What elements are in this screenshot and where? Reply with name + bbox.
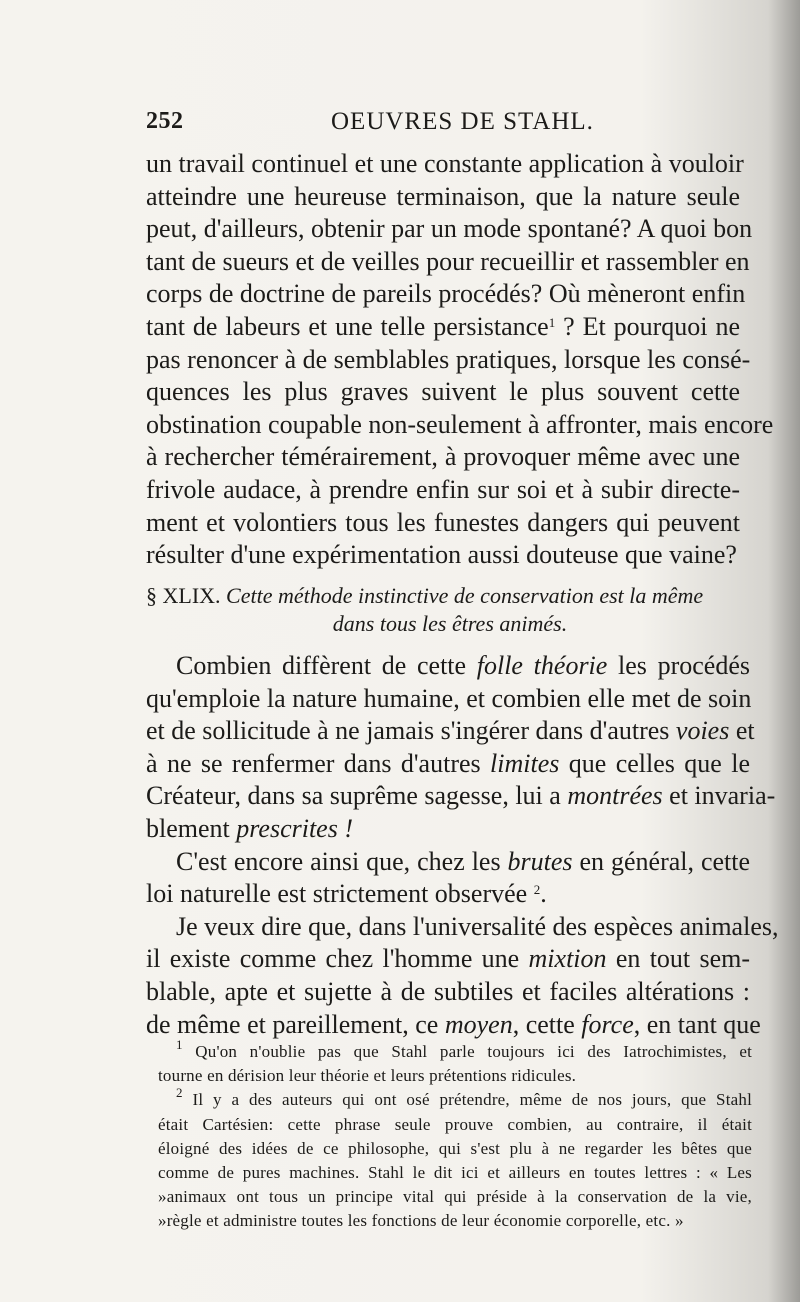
text-line: Je veux dire que, dans l'universalité des espèces animales,: [176, 911, 779, 941]
text-line: quences les plus graves suivent le plus souvent cette: [146, 377, 740, 407]
emphasis: brutes: [507, 846, 573, 876]
paragraph-1: [146, 148, 774, 572]
text-line: à rechercher témérairement, à provoquer même avec une: [146, 442, 740, 472]
emphasis: prescrites !: [236, 813, 353, 843]
text-line: frivole audace, à prendre enfin sur soi et à subir directe-: [146, 474, 740, 504]
text-line: [146, 748, 750, 781]
text-line: résulter d'une expérimentation aussi douteuse que vaine?: [146, 540, 737, 570]
text-line: atteindre une heureuse terminaison, que la nature seule: [146, 181, 740, 211]
footnote-ref: 2: [533, 882, 541, 898]
footnote-2: [158, 1085, 752, 1233]
text-segment: Il y a des auteurs qui ont osé prétendre, même de nos jours, que Stahl: [192, 1090, 752, 1110]
page-header: [146, 108, 746, 148]
emphasis: moyen: [444, 1009, 513, 1039]
emphasis: limites: [490, 748, 560, 778]
emphasis: montrées: [567, 781, 663, 811]
emphasis: folle théorie: [476, 651, 608, 680]
section-heading-line: [146, 582, 746, 610]
footnote-line: [158, 1085, 752, 1112]
text-line: [146, 311, 740, 344]
text-line: un travail continuel et une constante application à vouloir: [146, 149, 744, 178]
footnote-line: »animaux ont tous un principe vital qui préside à la conservation de la vie,: [158, 1187, 752, 1207]
text-segment: blement: [146, 813, 237, 843]
section-heading: [146, 582, 746, 638]
emphasis: force: [581, 1009, 634, 1039]
text-line: [146, 650, 750, 683]
text-segment: Qu'on n'oublie pas que Stahl parle toujours ici des Iatrochimistes, et: [195, 1042, 752, 1061]
emphasis: mixtion: [528, 944, 607, 974]
text-segment: C'est encore ainsi que, chez les: [176, 846, 508, 876]
footnote-line: tourne en dérision leur théorie et leurs prétentions ridicules.: [158, 1066, 577, 1086]
text-line: corps de doctrine de pareils procédés? Où mèneront enfin: [146, 279, 746, 309]
text-segment: et invaria-: [662, 781, 776, 811]
text-segment: , cette: [512, 1009, 582, 1039]
text-segment: ? Et pourquoi ne: [563, 311, 740, 341]
text-segment: Créateur, dans sa suprême sagesse, lui a: [146, 781, 568, 811]
text-segment: , en tant que: [633, 1009, 761, 1039]
text-segment: que celles que le: [559, 748, 750, 778]
footnote-line: [158, 1037, 752, 1064]
footnote-line: était Cartésien: cette phrase seule prouve combien, au contraire, il était: [158, 1114, 752, 1134]
text-line: peut, d'ailleurs, obtenir par un mode spontané? A quoi bon: [146, 214, 753, 244]
footnote-ref: 1: [548, 314, 556, 330]
text-line: [146, 813, 750, 846]
text-segment: de même et pareillement, ce: [146, 1009, 445, 1039]
footnote-mark: 2: [176, 1085, 183, 1101]
body-text: [146, 650, 779, 1041]
section-title: Cette méthode instinctive de conservation est la même: [226, 583, 704, 608]
text-line: obstination coupable non-seulement à affronter, mais encore: [146, 409, 774, 439]
footnote-mark: 1: [176, 1037, 183, 1052]
text-segment: et: [729, 716, 755, 746]
text-line: [146, 715, 755, 748]
text-line: [146, 878, 750, 911]
section-title-line-2: dans tous les êtres animés.: [332, 611, 568, 636]
text-segment: les procédés: [607, 651, 751, 680]
text-line: tant de sueurs et de veilles pour recueillir et rassembler en: [146, 246, 750, 276]
footnotes: [158, 1037, 752, 1234]
text-line: blable, apte et sujette à de subtiles et faciles altérations :: [146, 976, 750, 1006]
footnote-line: »règle et administre toutes les fonctions de leur économie corporelle, etc. »: [158, 1211, 684, 1231]
text-line: [146, 846, 750, 879]
footnote-1: [158, 1037, 752, 1088]
text-line: pas renoncer à de semblables pratiques, lorsque les consé-: [146, 344, 751, 374]
text-line: [146, 1009, 761, 1042]
text-segment: en général, cette: [572, 846, 751, 876]
section-number: § XLIX.: [146, 583, 221, 608]
text-line: ment et volontiers tous les funestes dangers qui peuvent: [146, 507, 740, 537]
text-segment: il existe comme chez l'homme une: [146, 944, 529, 974]
running-head: OEUVRES DE STAHL.: [331, 108, 594, 135]
text-segment: .: [540, 879, 547, 909]
text-segment: loi naturelle est strictement observée: [146, 879, 534, 909]
page-number: 252: [146, 108, 184, 134]
text-line: [146, 780, 776, 813]
emphasis: voies: [675, 716, 730, 746]
text-segment: à ne se renfermer dans d'autres: [146, 748, 491, 778]
text-segment: tant de labeurs et une telle persistance: [146, 311, 549, 341]
text-segment: et de sollicitude à ne jamais s'ingérer dans d'autres: [146, 716, 676, 746]
footnote-line: comme de pures machines. Stahl le dit ici et ailleurs en toutes lettres : « Les: [158, 1163, 752, 1183]
footnote-line: éloigné des idées de ce philosophe, qui s'est plu à ne regarder les bêtes que: [158, 1138, 752, 1158]
text-line: [146, 943, 750, 976]
text-segment: en tout sem-: [606, 944, 750, 974]
text-segment: Combien diffèrent de cette: [176, 651, 477, 680]
text-line: qu'emploie la nature humaine, et combien elle met de soin: [146, 683, 752, 713]
